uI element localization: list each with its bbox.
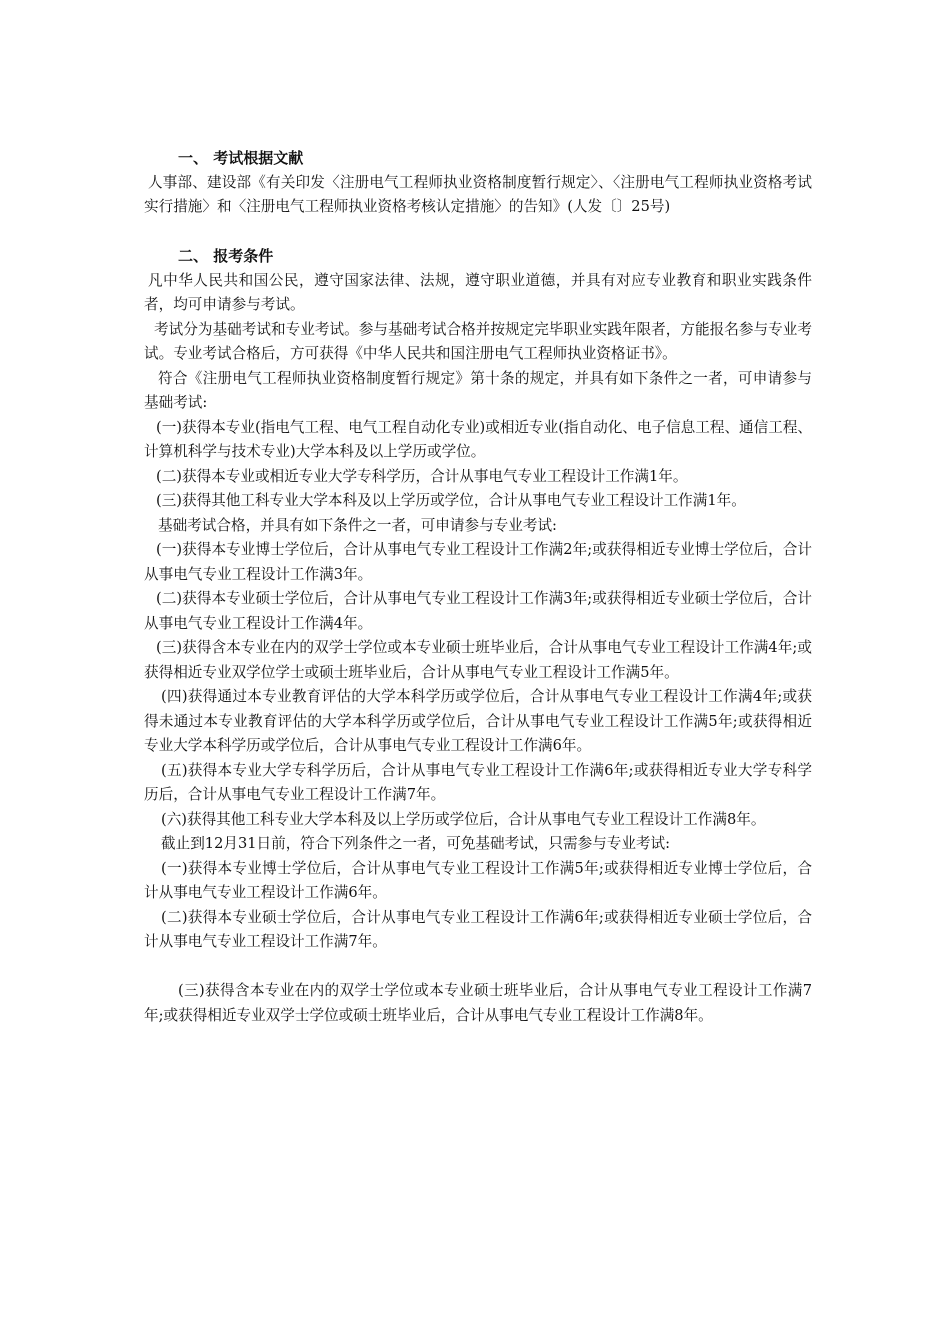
paragraph-exemption-conditions: 截止到12月31日前，符合下列条件之一者，可免基础考试，只需参与专业考试: bbox=[161, 835, 671, 852]
list-item-basic-2: (二)获得本专业或相近专业大学专科学历，合计从事电气专业工程设计工作满1年。 bbox=[156, 467, 688, 485]
paragraph-exam-structure: 考试分为基础考试和专业考试。参与基础考试合格并按规定完毕职业实践年限者，方能报名参与专业考试。专业考试合格后，方可获得《中华人民共和国注册电气工程师执业资格证书》。 bbox=[144, 320, 812, 362]
list-item-exemption-3: (三)获得含本专业在内的双学士学位或本专业硕士班毕业后，合计从事电气专业工程设计工作满7年;或获得相近专业双学士学位或硕士班毕业后，合计从事电气专业工程设计工作满8年。 bbox=[144, 982, 812, 1024]
list-item-exemption-2: (二)获得本专业硕士学位后，合计从事电气专业工程设计工作满6年;或获得相近专业硕士学位后，合计从事电气专业工程设计工作满7年。 bbox=[144, 908, 812, 950]
list-item-professional-5: (五)获得本专业大学专科学历后，合计从事电气专业工程设计工作满6年;或获得相近专业大学专科学历后，合计从事电气专业工程设计工作满7年。 bbox=[144, 761, 812, 803]
list-item-professional-4: (四)获得通过本专业教育评估的大学本科学历或学位后，合计从事电气专业工程设计工作满4年;或获得未通过本专业教育评估的大学本科学历或学位后，合计从事电气专业工程设计工作满5年;或获得相近专业大学本科学历或学位后，合计从事电气专业工程设计工作满6年。 bbox=[144, 688, 812, 754]
paragraph-basic-exam-conditions: 符合《注册电气工程师执业资格制度暂行规定》第十条的规定，并具有如下条件之一者，可申请参与基础考试: bbox=[144, 369, 812, 411]
paragraph-eligibility-intro: 凡中华人民共和国公民，遵守国家法律、法规，遵守职业道德，并具有对应专业教育和职业实践条件者，均可申请参与考试。 bbox=[144, 271, 812, 313]
list-item-exemption-1: (一)获得本专业博士学位后，合计从事电气专业工程设计工作满5年;或获得相近专业博士学位后，合计从事电气专业工程设计工作满6年。 bbox=[144, 859, 812, 901]
document-page bbox=[144, 146, 812, 1028]
blank-line bbox=[144, 220, 812, 245]
list-item-professional-1: (一)获得本专业博士学位后，合计从事电气专业工程设计工作满2年;或获得相近专业博士学位后，合计从事电气专业工程设计工作满3年。 bbox=[144, 541, 812, 583]
paragraph-exam-basis: 人事部、建设部《有关印发〈注册电气工程师执业资格制度暂行规定〉、〈注册电气工程师执业资格考试实行措施〉和〈注册电气工程师执业资格考核认定措施〉的告知》(人发〔〕25号) bbox=[144, 173, 812, 215]
paragraph-professional-exam-conditions: 基础考试合格，并具有如下条件之一者，可申请参与专业考试: bbox=[158, 516, 557, 534]
list-item-professional-3: (三)获得含本专业在内的双学士学位或本专业硕士班毕业后，合计从事电气专业工程设计工作满4年;或获得相近专业双学位学士或硕士班毕业后，合计从事电气专业工程设计工作满5年。 bbox=[144, 639, 812, 681]
section-heading-2: 二、 报考条件 bbox=[178, 247, 274, 265]
section-heading-1: 一、 考试根据文献 bbox=[178, 149, 304, 167]
list-item-professional-6: (六)获得其他工科专业大学本科及以上学历或学位后，合计从事电气专业工程设计工作满8年。 bbox=[161, 810, 766, 828]
list-item-professional-2: (二)获得本专业硕士学位后，合计从事电气专业工程设计工作满3年;或获得相近专业硕士学位后，合计从事电气专业工程设计工作满4年。 bbox=[144, 590, 812, 632]
list-item-basic-1: (一)获得本专业(指电气工程、电气工程自动化专业)或相近专业(指自动化、电子信息工程、通信工程、计算机科学与技术专业)大学本科及以上学历或学位。 bbox=[144, 418, 813, 460]
list-item-basic-3: (三)获得其他工科专业大学本科及以上学历或学位，合计从事电气专业工程设计工作满1年。 bbox=[156, 492, 746, 509]
blank-line bbox=[144, 955, 812, 980]
